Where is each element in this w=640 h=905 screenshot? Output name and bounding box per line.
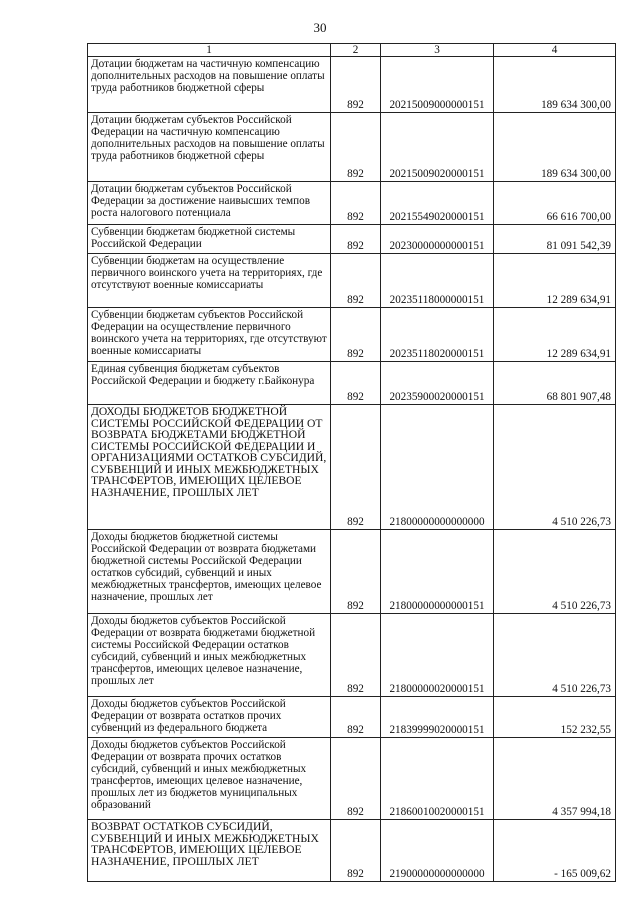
row-name: Субвенции бюджетам на осуществление первичного воинского учета на территориях, где отсутствуют военные комиссариаты <box>88 254 331 308</box>
table-row <box>88 530 616 614</box>
row-budget-code: 20230000000000151 <box>381 225 494 254</box>
row-admin-code: 892 <box>331 362 381 405</box>
row-admin-code: 892 <box>331 738 381 820</box>
row-amount: 4 510 226,73 <box>494 405 616 530</box>
table-row <box>88 225 616 254</box>
table-row <box>88 820 616 882</box>
row-amount: 4 510 226,73 <box>494 614 616 697</box>
row-budget-code: 20215009020000151 <box>381 113 494 182</box>
column-header-name: 1 <box>88 44 331 57</box>
row-name: Доходы бюджетов бюджетной системы Российской Федерации от возврата бюджетами бюджетной системы Российской Федерации остатков субсидий, субвенций и иных межбюджетных трансфертов, имеющих целевое назначение, прошлых лет <box>88 530 331 614</box>
column-header-code: 3 <box>381 44 494 57</box>
row-name: Субвенции бюджетам субъектов Российской Федерации на осуществление первичного воинского учета на территориях, где отсутствуют военные комиссариаты <box>88 308 331 362</box>
row-budget-code: 20215549020000151 <box>381 182 494 225</box>
row-name: Субвенции бюджетам бюджетной системы Российской Федерации <box>88 225 331 254</box>
table-row <box>88 405 616 530</box>
row-budget-code: 21800000000000151 <box>381 530 494 614</box>
page-number: 30 <box>313 20 327 35</box>
table-row <box>88 697 616 738</box>
row-amount: 81 091 542,39 <box>494 225 616 254</box>
table-row <box>88 308 616 362</box>
row-admin-code: 892 <box>331 614 381 697</box>
row-budget-code: 20235118000000151 <box>381 254 494 308</box>
row-name: Дотации бюджетам субъектов Российской Федерации за достижение наивысших темпов роста налогового потенциала <box>88 182 331 225</box>
column-header-admin: 2 <box>331 44 381 57</box>
table-row <box>88 182 616 225</box>
row-budget-code: 20215009000000151 <box>381 57 494 113</box>
table-row <box>88 738 616 820</box>
row-budget-code: 21839999020000151 <box>381 697 494 738</box>
row-budget-code: 21860010020000151 <box>381 738 494 820</box>
row-admin-code: 892 <box>331 405 381 530</box>
row-name: Дотации бюджетам на частичную компенсацию дополнительных расходов на повышение оплаты труда работников бюджетной сферы <box>88 57 331 113</box>
row-name: Доходы бюджетов субъектов Российской Федерации от возврата прочих остатков субсидий, субвенций и иных межбюджетных трансфертов, имеющих целевое назначение, прошлых лет из бюджетов муниципальных образований <box>88 738 331 820</box>
row-amount: 4 510 226,73 <box>494 530 616 614</box>
row-budget-code: 20235118020000151 <box>381 308 494 362</box>
row-amount: 4 357 994,18 <box>494 738 616 820</box>
row-admin-code: 892 <box>331 57 381 113</box>
row-amount: 66 616 700,00 <box>494 182 616 225</box>
row-amount: 152 232,55 <box>494 697 616 738</box>
row-amount: 189 634 300,00 <box>494 113 616 182</box>
row-amount: 189 634 300,00 <box>494 57 616 113</box>
table-row <box>88 57 616 113</box>
row-name: Доходы бюджетов субъектов Российской Федерации от возврата остатков прочих субвенций из федерального бюджета <box>88 697 331 738</box>
row-amount: 12 289 634,91 <box>494 254 616 308</box>
row-admin-code: 892 <box>331 113 381 182</box>
row-name: ВОЗВРАТ ОСТАТКОВ СУБСИДИЙ, СУБВЕНЦИЙ И ИНЫХ МЕЖБЮДЖЕТНЫХ ТРАНСФЕРТОВ, ИМЕЮЩИХ ЦЕЛЕВОЕ НАЗНАЧЕНИЕ, ПРОШЛЫХ ЛЕТ <box>88 820 331 882</box>
row-admin-code: 892 <box>331 697 381 738</box>
table-row <box>88 254 616 308</box>
row-name: Доходы бюджетов субъектов Российской Федерации от возврата бюджетами бюджетной системы Российской Федерации остатков субсидий, субвенций и иных межбюджетных трансфертов, имеющих целевое назначение, прошлых лет <box>88 614 331 697</box>
table-row <box>88 113 616 182</box>
row-name: ДОХОДЫ БЮДЖЕТОВ БЮДЖЕТНОЙ СИСТЕМЫ РОССИЙСКОЙ ФЕДЕРАЦИИ ОТ ВОЗВРАТА БЮДЖЕТАМИ БЮДЖЕТНОЙ СИСТЕМЫ РОССИЙСКОЙ ФЕДЕРАЦИИ И ОРГАНИЗАЦИЯМИ ОСТАТКОВ СУБСИДИЙ, СУБВЕНЦИЙ И ИНЫХ МЕЖБЮДЖЕТНЫХ ТРАНСФЕРТОВ, ИМЕЮЩИХ ЦЕЛЕВОЕ НАЗНАЧЕНИЕ, ПРОШЛЫХ ЛЕТ <box>88 405 331 530</box>
row-budget-code: 21800000020000151 <box>381 614 494 697</box>
row-admin-code: 892 <box>331 182 381 225</box>
row-admin-code: 892 <box>331 820 381 882</box>
row-amount: 12 289 634,91 <box>494 308 616 362</box>
row-amount: - 165 009,62 <box>494 820 616 882</box>
row-budget-code: 21900000000000000 <box>381 820 494 882</box>
column-header-amount: 4 <box>494 44 616 57</box>
table-header-row <box>88 44 616 57</box>
row-name: Единая субвенция бюджетам субъектов Российской Федерации и бюджету г.Байконура <box>88 362 331 405</box>
row-budget-code: 21800000000000000 <box>381 405 494 530</box>
row-admin-code: 892 <box>331 530 381 614</box>
table-row <box>88 362 616 405</box>
row-admin-code: 892 <box>331 308 381 362</box>
revenue-table <box>87 43 616 882</box>
row-name: Дотации бюджетам субъектов Российской Федерации на частичную компенсацию дополнительных расходов на повышение оплаты труда работников бюджетной сферы <box>88 113 331 182</box>
row-amount: 68 801 907,48 <box>494 362 616 405</box>
row-budget-code: 20235900020000151 <box>381 362 494 405</box>
row-admin-code: 892 <box>331 254 381 308</box>
row-admin-code: 892 <box>331 225 381 254</box>
table-row <box>88 614 616 697</box>
